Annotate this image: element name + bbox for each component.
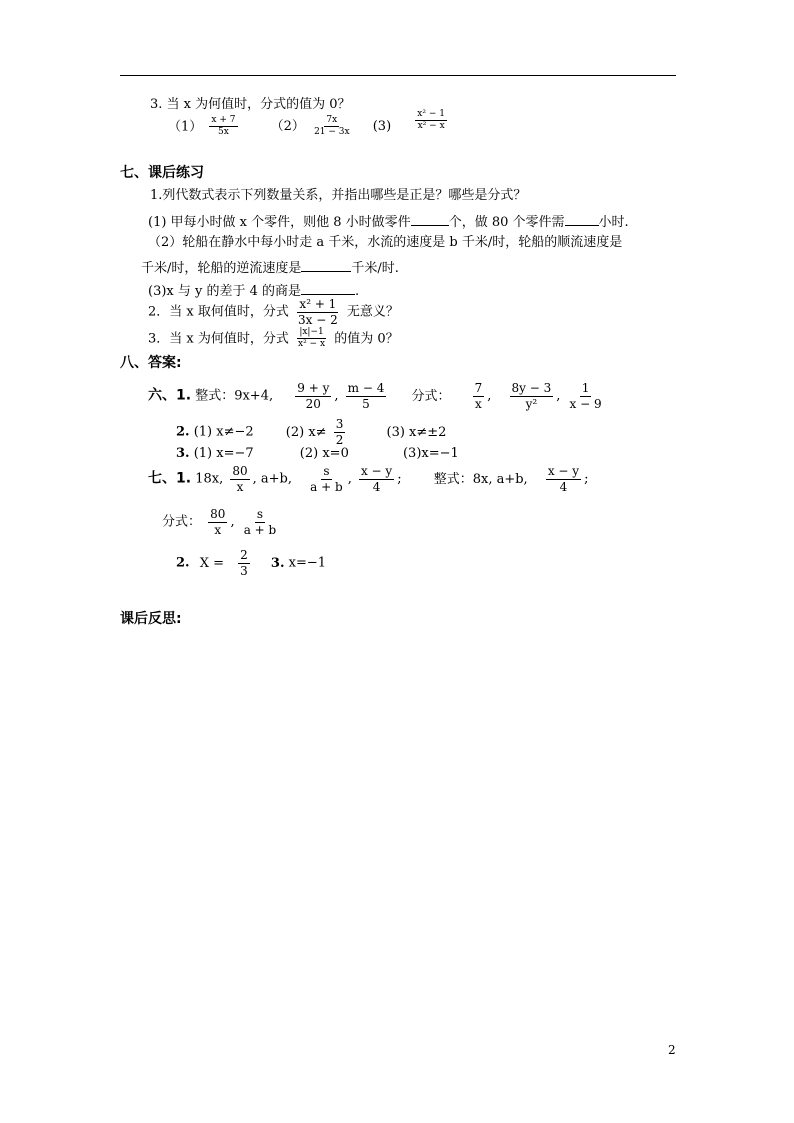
fraction-denominator: 4 xyxy=(372,479,381,494)
s7-q2-fraction xyxy=(296,298,340,326)
answer-seven-2-label: 2. xyxy=(176,555,190,571)
answer-seven-2a: X = xyxy=(199,555,224,571)
answer-six-2-label: 2. xyxy=(176,424,190,440)
s7-q3 xyxy=(148,328,399,350)
fraction-numerator: |x|−1 xyxy=(297,328,325,339)
fraction-denominator: a + b xyxy=(310,479,343,494)
s7-q1-part3-text-a: (3)x 与 y 的差于 4 的商是 xyxy=(148,284,302,299)
fraction-numerator: x − y xyxy=(360,464,393,478)
answer-six-2a: (1) x≠−2 xyxy=(193,424,254,440)
fraction-denominator: 5x xyxy=(218,127,229,138)
fraction-denominator: 2 xyxy=(335,432,344,447)
answer-six-1: 六、1. 整式：9x+4, $\frac{9 + y}{20}$ , $\frac{m - 4}{5}$ 分式： $\frac{7}{x}$ , $\frac{8y - 3}{\text{y²}}$ , $\frac{1}{x - 9}$ xyxy=(148,381,602,411)
answer-six-fraction-4 xyxy=(510,382,554,410)
q3-top-fraction-2 xyxy=(312,116,352,138)
answer-six-integer: 整式：9x+4, xyxy=(195,388,274,404)
fraction-denominator: 3 xyxy=(240,563,248,578)
fraction-denominator: x² − x xyxy=(417,121,445,132)
answer-seven-fraction-label: 分式： xyxy=(162,514,202,530)
answer-six-fraction-3 xyxy=(473,382,485,410)
answer-seven-fraction-1 xyxy=(230,465,249,493)
answer-blank xyxy=(411,213,449,226)
fraction-numerator: 7 xyxy=(474,381,483,395)
answer-seven-2-fraction xyxy=(238,549,250,577)
answer-seven-fractions: 分式： $\frac{80}{x}$ , $\frac{s}{a + b}$ xyxy=(162,507,277,537)
s7-q1-part1-text-c: 小时. xyxy=(598,215,629,230)
fraction-numerator: 7x xyxy=(324,116,339,127)
s7-q1: 1.列代数式表示下列数量关系，并指出哪些是正是？哪些是分式？ xyxy=(150,188,527,203)
fraction-numerator: x² − 1 xyxy=(415,110,447,121)
fraction-denominator: 4 xyxy=(559,479,568,494)
fraction-numerator: 2 xyxy=(240,548,248,562)
s7-q3-text-a: 3．当 x 为何值时，分式 xyxy=(148,331,289,347)
fraction-denominator: a + b xyxy=(243,522,277,537)
s7-q1-part1 xyxy=(148,213,629,229)
answer-six-3 xyxy=(176,447,459,460)
answer-six-fraction-label: 分式： xyxy=(411,388,451,404)
answer-seven-fraction-3 xyxy=(359,465,394,493)
page-number: 2 xyxy=(668,1043,676,1057)
s7-q1-part1-text-b: 个，做 80 个零件需 xyxy=(448,215,565,230)
answer-seven-b: , a+b, xyxy=(252,471,293,487)
fraction-numerator: x − y xyxy=(547,464,580,478)
s7-q1-part1-text-a: (1) 甲每小时做 x 个零件，则他 8 小时做零件 xyxy=(148,215,411,230)
s7-q3-text-b: 的值为 0？ xyxy=(334,331,399,347)
answer-seven-c: ; xyxy=(397,471,402,487)
answer-six-fraction-5 xyxy=(568,382,604,410)
s7-q1-part3-text-b: . xyxy=(355,284,360,299)
s7-q1-part2-line1: （2）轮船在静水中每小时走 a 千米，水流的速度是 b 千米/时，轮船的顺流速度是 xyxy=(148,235,623,250)
fraction-numerator: 80 xyxy=(210,507,226,521)
answer-six-fraction-2 xyxy=(346,382,387,410)
fraction-denominator: 5 xyxy=(362,396,370,411)
fraction-numerator: x + 7 xyxy=(209,116,237,127)
fraction-denominator: x xyxy=(236,479,244,494)
q3-top-fraction-1 xyxy=(209,116,237,138)
fraction-numerator: 8y − 3 xyxy=(511,381,552,395)
answer-six-3-label: 3. xyxy=(176,446,190,461)
fraction-numerator: 9 + y xyxy=(297,381,330,395)
answer-seven-3-label: 3. xyxy=(270,555,285,571)
answer-seven-1: 七、1. 18x, $\frac{80}{x}$ , a+b, $\frac{s}{a + b}$ , $\frac{x - y}{4}$ ; 整式：8x, a+b, $\frac{x - y}{4}$ ; xyxy=(148,464,589,494)
answer-blank xyxy=(301,282,355,295)
s7-q2-text-b: 无意义？ xyxy=(346,304,399,320)
q3-top-label-1: （1） xyxy=(168,119,203,135)
fraction-numerator: s xyxy=(256,507,264,521)
answer-six-2 xyxy=(176,418,446,446)
fraction-denominator: 3x − 2 xyxy=(298,312,338,327)
answer-six-2c: (3) x≠±2 xyxy=(386,424,447,440)
fraction-numerator: x² + 1 xyxy=(299,297,337,311)
answer-seven-fraction-4 xyxy=(546,465,581,493)
fraction-denominator: x − 9 xyxy=(569,396,602,411)
answer-six-2b: (2) x≠ xyxy=(285,424,327,440)
answer-seven-label: 七、1. xyxy=(148,470,192,487)
answer-six-3b: (2) x=0 xyxy=(299,446,349,461)
s7-q1-part3 xyxy=(148,282,359,298)
s7-q2 xyxy=(148,298,399,326)
fraction-denominator: y² xyxy=(525,396,538,411)
fraction-denominator: x xyxy=(214,522,222,537)
answer-seven-2-3 xyxy=(176,549,326,577)
q3-top-label-2: （2） xyxy=(270,119,305,135)
answer-six-fraction-1 xyxy=(295,382,331,410)
section-8-heading: 八、答案: xyxy=(120,355,182,371)
answer-seven-3a: x=−1 xyxy=(288,555,327,571)
answer-six-3a: (1) x=−7 xyxy=(193,446,254,461)
q3-top-fraction-3 xyxy=(415,110,447,132)
answer-seven-fraction-2 xyxy=(308,465,345,493)
fraction-numerator: 1 xyxy=(581,381,590,395)
fraction-numerator: 3 xyxy=(335,417,344,431)
fraction-denominator: x xyxy=(475,396,482,411)
fraction-denominator: 21 − 3x xyxy=(314,127,350,138)
s7-q1-part2-text-b: 千米/时，轮船的逆流速度是 xyxy=(141,261,302,276)
answer-blank xyxy=(565,213,599,226)
fraction-denominator: x² − x xyxy=(298,339,326,350)
answer-seven-fraction-5 xyxy=(208,508,227,536)
fraction-numerator: 80 xyxy=(232,464,248,478)
answer-six-3c: (3)x=−1 xyxy=(402,446,459,461)
answer-seven-integer: 整式：8x, a+b, xyxy=(433,471,528,487)
reflection-heading: 课后反思: xyxy=(120,611,182,627)
fraction-denominator: 20 xyxy=(305,396,321,411)
s7-q1-part2-line2 xyxy=(141,259,399,275)
answer-seven-fraction-6 xyxy=(242,508,279,536)
s7-q1-part2-text-c: 千米/时. xyxy=(351,261,399,276)
q3-top-question: 3. 当 x 为何值时，分式的值为 0？ xyxy=(150,97,351,112)
answer-six-label: 六、1. xyxy=(148,387,192,404)
s7-q3-fraction xyxy=(296,328,327,350)
section-7-heading: 七、课后练习 xyxy=(120,165,204,181)
answer-blank xyxy=(301,259,351,272)
q3-top-label-3: (3) xyxy=(372,119,392,135)
fraction-numerator: m − 4 xyxy=(347,381,385,395)
answer-seven-d: ; xyxy=(584,471,589,487)
header-rule xyxy=(120,75,676,76)
answer-six-2b-fraction xyxy=(334,418,346,446)
q3-top-options xyxy=(168,109,450,138)
answer-seven-a: 18x, xyxy=(195,471,224,487)
s7-q2-text-a: 2．当 x 取何值时，分式 xyxy=(148,304,289,320)
fraction-numerator: s xyxy=(323,464,330,478)
